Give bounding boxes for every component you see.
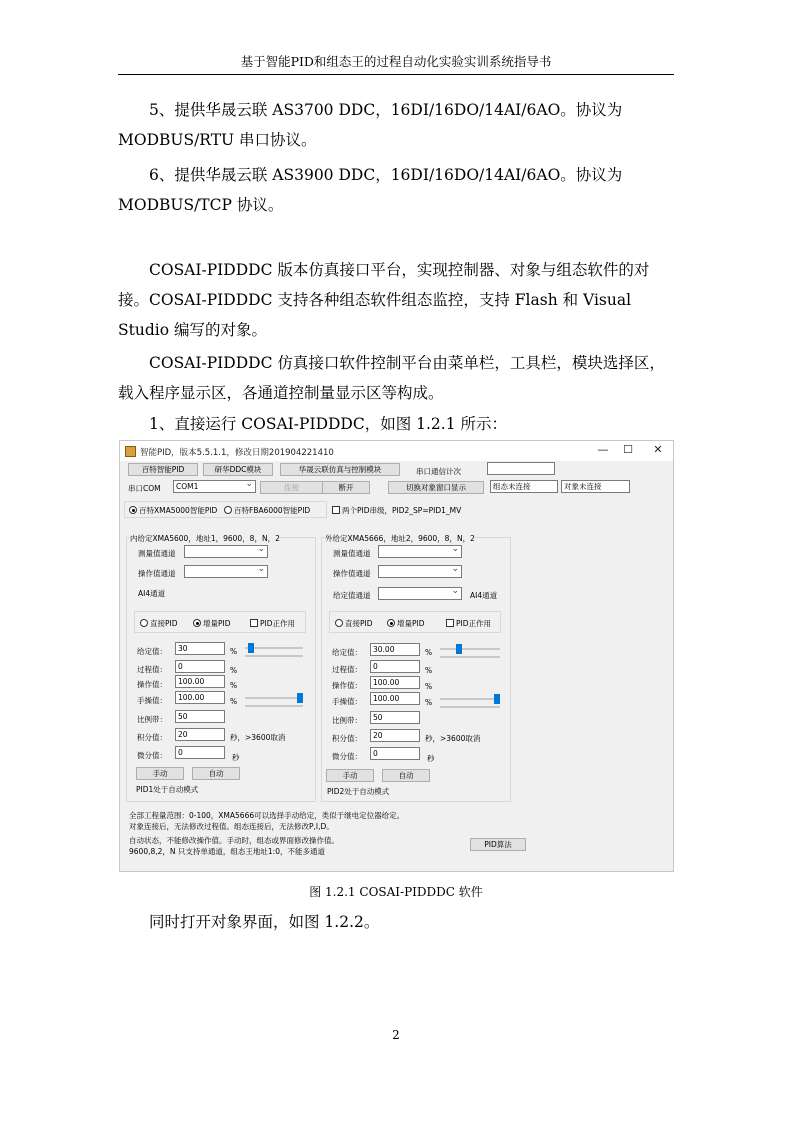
outer-pct-3: % bbox=[425, 682, 433, 691]
com-select[interactable]: COM1 ⌄ bbox=[173, 480, 256, 493]
inner-pct-2: % bbox=[230, 666, 238, 675]
outer-measure-select[interactable] bbox=[378, 545, 462, 558]
outer-manual-slider[interactable] bbox=[440, 694, 500, 704]
outer-incr-pid-radio[interactable]: 增量PID bbox=[387, 618, 425, 629]
window-title: 智能PID，版本5.5.1.1，修改日期201904221410 bbox=[140, 448, 334, 458]
note-line-2: 对象连接后，无法修改过程值。组态连接后，无法修改P,I,D。 bbox=[129, 822, 334, 831]
outer-deriv-label: 微分值： bbox=[332, 752, 362, 761]
outer-output-select[interactable] bbox=[378, 565, 462, 578]
outer-pct-1: % bbox=[425, 648, 433, 657]
minimize-icon[interactable]: — bbox=[597, 443, 609, 456]
app-window-screenshot bbox=[119, 440, 674, 872]
inner-output-value-label: 操作值： bbox=[137, 680, 167, 689]
radio-on-icon bbox=[193, 619, 201, 627]
inner-measure-label: 测量值通道 bbox=[138, 549, 176, 558]
outer-pband-label: 比例带： bbox=[332, 716, 362, 725]
pid-algorithm-button[interactable]: PID算法 bbox=[470, 838, 526, 851]
inner-output-input[interactable]: 100.00 bbox=[175, 675, 225, 688]
serial-count-field[interactable] bbox=[487, 462, 555, 475]
radio-on-icon bbox=[129, 506, 137, 514]
outer-ai-note: AI4通道 bbox=[470, 591, 498, 600]
inner-manual-input[interactable]: 100.00 bbox=[175, 691, 225, 704]
note-line-3: 自动状态，不能修改操作值。手动时，组态或界面修改操作值。 bbox=[129, 836, 339, 845]
switch-object-window-button[interactable]: 切换对象窗口显示 bbox=[388, 481, 484, 494]
inner-pband-label: 比例带： bbox=[137, 715, 167, 724]
maximize-icon[interactable]: ☐ bbox=[623, 443, 633, 456]
outer-output-input[interactable]: 100.00 bbox=[370, 676, 420, 689]
radio-on-icon bbox=[387, 619, 395, 627]
outer-manual-label: 手操值： bbox=[332, 697, 362, 706]
checkbox-icon bbox=[446, 619, 454, 627]
inner-setpoint-label: 给定值： bbox=[137, 647, 167, 656]
inner-manual-button[interactable]: 手动 bbox=[136, 767, 184, 780]
running-header: 基于智能PID和组态王的过程自动化实验实训系统指导书 bbox=[240, 54, 552, 69]
outer-manual-input[interactable]: 100.00 bbox=[370, 692, 420, 705]
outer-pct-4: % bbox=[425, 698, 433, 707]
outer-pband-input[interactable]: 50 bbox=[370, 711, 420, 724]
inner-setpoint-input[interactable]: 30 bbox=[175, 642, 225, 655]
close-icon[interactable]: ✕ bbox=[653, 443, 663, 456]
object-status-field: 对象未连接 bbox=[561, 480, 630, 493]
outer-pct-2: % bbox=[425, 666, 433, 675]
paragraph-after-figure: 同时打开对象界面，如图 1.2.2。 bbox=[118, 913, 380, 931]
outer-output-label: 操作值通道 bbox=[333, 569, 371, 578]
outer-pid-forward-checkbox[interactable]: PID正作用 bbox=[446, 618, 491, 629]
slider-thumb[interactable] bbox=[456, 644, 462, 654]
inner-incr-pid-radio[interactable]: 增量PID bbox=[193, 618, 231, 629]
config-status-field: 组态未连接 bbox=[490, 480, 558, 493]
note-line-1: 全部工程量范围：0-100，XMA5666可以选择手动给定，类似于继电定位器给定。 bbox=[129, 811, 405, 820]
inner-process-label: 过程值： bbox=[137, 665, 167, 674]
checkbox-icon bbox=[250, 619, 258, 627]
outer-integral-label: 积分值： bbox=[332, 734, 362, 743]
note-line-4: 9600,8,2，N 只支持单通道，组态王地址1:0，不能多通道 bbox=[129, 847, 325, 856]
slider-thumb[interactable] bbox=[494, 694, 500, 704]
inner-group-title: 内给定XMA5600，地址1，9600，8，N，2 bbox=[130, 534, 280, 543]
inner-output-select[interactable] bbox=[184, 565, 268, 578]
inner-process-input[interactable]: 0 bbox=[175, 660, 225, 673]
radio-xma5000[interactable]: 百特XMA5000智能PID bbox=[129, 505, 217, 516]
paragraph-5: 5、提供华晟云联 AS3700 DDC，16DI/16DO/14AI/6AO。协议为 MODBUS/RTU 串口协议。 bbox=[118, 101, 623, 149]
inner-deriv-input[interactable]: 0 bbox=[175, 746, 225, 759]
outer-manual-button[interactable]: 手动 bbox=[326, 769, 374, 782]
inner-direct-pid-radio[interactable]: 直接PID bbox=[140, 618, 178, 629]
outer-setpoint-slider[interactable] bbox=[440, 644, 500, 654]
inner-pct-4: % bbox=[230, 697, 238, 706]
checkbox-icon bbox=[332, 506, 340, 514]
outer-setpoint-label: 给定值： bbox=[332, 648, 362, 657]
radio-fba6000[interactable]: 百特FBA6000智能PID bbox=[224, 505, 310, 516]
paragraph-step1: 1、直接运行 COSAI-PIDDDC，如图 1.2.1 所示： bbox=[118, 415, 508, 433]
paragraph-6: 6、提供华晟云联 AS3900 DDC，16DI/16DO/14AI/6AO。协议为 MODBUS/TCP 协议。 bbox=[118, 166, 623, 214]
inner-integral-unit: 秒，>3600取消 bbox=[230, 733, 286, 742]
app-icon bbox=[125, 446, 136, 457]
inner-integral-label: 积分值： bbox=[137, 733, 167, 742]
outer-direct-pid-radio[interactable]: 直接PID bbox=[335, 618, 373, 629]
outer-deriv-unit: 秒 bbox=[427, 754, 435, 763]
inner-pid-forward-checkbox[interactable]: PID正作用 bbox=[250, 618, 295, 629]
inner-output-label: 操作值通道 bbox=[138, 569, 176, 578]
radio-off-icon bbox=[224, 506, 232, 514]
outer-auto-button[interactable]: 自动 bbox=[382, 769, 430, 782]
outer-group-title: 外给定XMA5666，地址2，9600，8，N，2 bbox=[325, 534, 475, 543]
figure-caption: 图 1.2.1 COSAI-PIDDDC 软件 bbox=[309, 885, 483, 899]
outer-deriv-input[interactable]: 0 bbox=[370, 747, 420, 760]
paragraph-intro: COSAI-PIDDDC 版本仿真接口平台，实现控制器、对象与组态软件的对接。COSAI-PIDDDC 支持各种组态软件组态监控，支持 Flash 和 Visual Studio 编写的对象。 bbox=[118, 261, 650, 339]
cascade-checkbox[interactable]: 两个PID串级，PID2_SP=PID1_MV bbox=[332, 505, 461, 516]
header-rule bbox=[118, 74, 674, 75]
connect-button[interactable]: 连接 bbox=[260, 481, 323, 494]
inner-pct-3: % bbox=[230, 681, 238, 690]
page-number: 2 bbox=[392, 1028, 400, 1042]
baite-pid-button[interactable]: 百特智能PID bbox=[128, 463, 198, 476]
huasheng-module-button[interactable]: 华晟云联仿真与控制模块 bbox=[280, 463, 400, 476]
inner-integral-input[interactable]: 20 bbox=[175, 728, 225, 741]
inner-mode-text: PID1处于自动模式 bbox=[136, 785, 199, 794]
outer-integral-unit: 秒，>3600取消 bbox=[425, 734, 481, 743]
inner-ai-note: AI4通道 bbox=[138, 589, 166, 598]
title-bar bbox=[120, 441, 673, 461]
slider-thumb[interactable] bbox=[248, 643, 254, 653]
inner-pct-1: % bbox=[230, 647, 238, 656]
outer-process-label: 过程值： bbox=[332, 665, 362, 674]
radio-off-icon bbox=[335, 619, 343, 627]
inner-pband-input[interactable]: 50 bbox=[175, 710, 225, 723]
outer-setpoint-channel-select[interactable] bbox=[378, 587, 462, 600]
inner-measure-select[interactable] bbox=[184, 545, 268, 558]
inner-manual-label: 手操值： bbox=[137, 696, 167, 705]
outer-setpoint-channel-label: 给定值通道 bbox=[333, 591, 371, 600]
outer-mode-text: PID2处于自动模式 bbox=[327, 787, 390, 796]
slider-thumb[interactable] bbox=[297, 693, 303, 703]
paragraph-structure: COSAI-PIDDDC 仿真接口软件控制平台由菜单栏，工具栏，模块选择区，载入程序显示区，各通道控制量显示区等构成。 bbox=[118, 354, 665, 402]
outer-measure-label: 测量值通道 bbox=[333, 549, 371, 558]
outer-process-input[interactable]: 0 bbox=[370, 660, 420, 673]
inner-auto-button[interactable]: 自动 bbox=[192, 767, 240, 780]
yanhua-ddc-button[interactable]: 研华DDC模块 bbox=[203, 463, 273, 476]
disconnect-button[interactable]: 断开 bbox=[322, 481, 370, 494]
inner-deriv-unit: 秒 bbox=[232, 753, 240, 762]
outer-integral-input[interactable]: 20 bbox=[370, 729, 420, 742]
com-label: 串口COM bbox=[128, 484, 161, 493]
outer-output-value-label: 操作值： bbox=[332, 681, 362, 690]
radio-off-icon bbox=[140, 619, 148, 627]
inner-setpoint-slider[interactable] bbox=[245, 643, 303, 653]
outer-setpoint-input[interactable]: 30.00 bbox=[370, 643, 420, 656]
inner-deriv-label: 微分值： bbox=[137, 751, 167, 760]
serial-count-label: 串口通信计次 bbox=[416, 467, 461, 476]
inner-manual-slider[interactable] bbox=[245, 693, 303, 703]
